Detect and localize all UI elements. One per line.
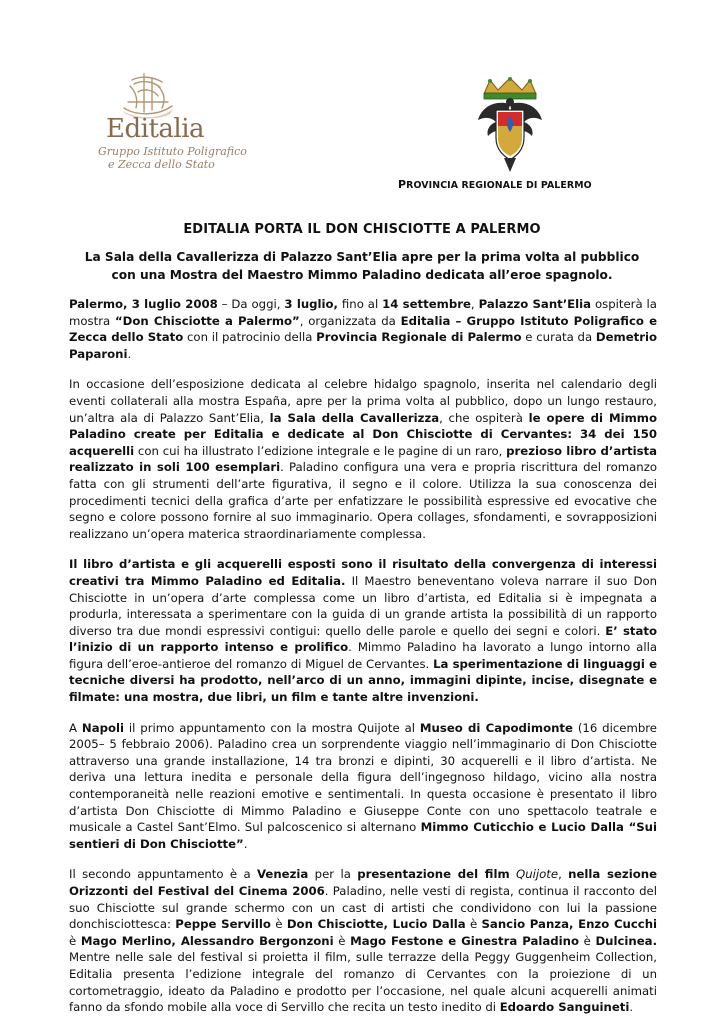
bold-run: le opere di Mimmo Paladino create per Editalia e dedicate al Don Chisciotte di Cervantes: 34 dei 150 acquerelli (69, 410, 657, 458)
editalia-subtitle-line2: e Zecca dello Stato (108, 158, 215, 171)
coat-of-arms-icon (476, 76, 544, 174)
text-run: Il secondo appuntamento è a (69, 867, 258, 882)
bold-run: Museo di Capodimonte (419, 720, 573, 735)
subtitle-line-1: La Sala della Cavallerizza di Palazzo Sant’Elia apre per la prima volta al pubblico (84, 250, 640, 264)
editalia-logo (98, 72, 247, 171)
bold-run: Palermo, 3 luglio 2008 (69, 297, 218, 311)
text-run: – Da oggi, (217, 297, 285, 311)
text-run: e curata da (521, 330, 596, 345)
provincia-label-rest: ROVINCIA REGIONALE DI PALERMO (406, 180, 592, 191)
editalia-brand: Editalia (106, 114, 205, 144)
document-subtitle (60, 249, 664, 284)
text-run: (16 dicembre 2005– 5 febbraio 2006). Paladino crea un sorprendente viaggio nell’immaginario di Don Chisciotte attraverso una grande installazione, 14 tra bronzi e dipinti, 30 acquerelli e il libro d’artista. Ne deriva una lettura inedita e personale della figura dell’ingegnoso hildago, vicino alla nostra contemporaneità nelle reazioni emotive e sentimentali. In questa occasione è presentato il libro d’artista Don Chisciotte di Mimmo Paladino e Giuseppe Conte con uno spettacolo teatrale e musicale a Castel Sant’Elmo. Sul palcoscenico si alternano (69, 720, 658, 835)
bold-run: Il libro d’artista e gli acquerelli esposti sono il risultato della convergenza di interessi creativi tra Mimmo Paladino ed Editalia. (69, 557, 657, 588)
bold-run: Edoardo Sanguineti (499, 1000, 630, 1015)
text-run: . Paladino configura una vera e propria riscrittura del romanzo fatta con gli strumenti dell’arte figurativa, il segno e il colore. Utilizza la sua conoscenza dei procedimenti tecnici della grafica d’arte per enfatizzare le possibilità espressive ed evocative che segno e colore possono fornire al suo immaginario. Opera collages, sfondamenti, e sovrapposizioni realizzano un’opera materica straordinariamente complessa. (69, 460, 657, 541)
text-run: , organizzata da (299, 313, 401, 328)
text-run: è (578, 933, 596, 948)
text-run: , (470, 297, 479, 311)
ship-icon (118, 72, 178, 120)
text-run: con cui ha illustrato l’edizione integrale e le pagine di un raro, (134, 443, 507, 458)
text-run: In occasione dell’esposizione dedicata al celebre hidalgo spagnolo, inserita nel calendario degli eventi collaterali alla mostra España, apre per la prima volta al pubblico, dopo un lungo restauro, un’altra ala di Palazzo Sant’Elia, (69, 377, 657, 425)
bold-run: nella sezione Orizzonti del Festival del Cinema 2006 (69, 867, 657, 898)
bold-run: Mago Festone e Ginestra Paladino (350, 933, 579, 948)
subtitle-line-2: con una Mostra del Maestro Mimmo Paladino dedicata all’eroe spagnolo. (111, 267, 613, 282)
text-run: è (333, 933, 351, 948)
bold-run: Mimmo Cuticchio e Lucio Dalla “Sui sentieri di Don Chisciotte” (69, 820, 657, 851)
text-run: il primo appuntamento con la mostra Quijote al (123, 720, 420, 735)
text-run: Mentre nelle sale del festival si proietta il film, sulle terrazze della Peggy Guggenheim Collection, Editalia presenta l’edizione integrale del romanzo di Cervantes con la proiezione di un cortometraggio, ideato da Paladino e prodotto per l’occasione, nel quale alcuni acquerelli animati fanno da sfondo mobile alla voce di Servillo che recita un testo inedito di (69, 950, 657, 1015)
text-run: . (127, 346, 132, 361)
text-run: . Paladino, nelle vesti di regista, continua il racconto del suo Chisciotte sul grande schermo con un cast di artisti che condividono con lui la passione donchisciottesca: (69, 884, 657, 932)
paragraph (69, 376, 657, 542)
bold-run: 14 settembre (382, 297, 471, 311)
text-run: A (69, 720, 82, 735)
bold-run: Sancio Panza, Enzo Cucchi (481, 917, 658, 932)
paragraph (69, 866, 657, 1015)
text-run: , (558, 867, 569, 882)
document-body (69, 296, 657, 1030)
text-run: fino al (338, 297, 383, 311)
bold-run: Mago Merlino, Alessandro Bergonzoni (80, 933, 334, 948)
bold-run: Peppe Servillo (175, 917, 271, 932)
italic-run: Quijote (516, 867, 559, 882)
text-run: per la (308, 867, 358, 882)
bold-run: prezioso libro d’artista realizzato in soli 100 esemplari (69, 443, 658, 475)
paragraph (69, 296, 657, 362)
bold-run: Provincia Regionale di Palermo (316, 330, 522, 345)
provincia-label (398, 178, 592, 191)
text-run: . (629, 1000, 634, 1015)
text-run: . (243, 836, 248, 851)
text-run: . Mimmo Paladino ha lavorato a lungo intorno alla figura dell’eroe-antieroe del romanzo di Miguel de Cervantes. (69, 640, 657, 671)
text-run: Il Maestro beneventano voleva narrare il suo Don Chisciotte in un’opera d’arte complessa come un libro d’artista, ed Editalia si è impegnata a produrla, interessata a sperimentare con la guida di un grande artista la possibilità di un rapporto diverso tra due mondi espressivi contigui: quello delle parole e quello dei segni e colori. (69, 573, 658, 638)
bold-run: Editalia – Gruppo Istituto Poligrafico e Zecca dello Stato (69, 313, 658, 345)
bold-run: Demetrio Paparoni (69, 330, 658, 361)
text-run: ospiterà la mostra (69, 297, 657, 328)
paragraph (69, 720, 657, 853)
bold-run: Dulcinea. (595, 933, 658, 948)
text-run: è (69, 933, 81, 948)
paragraph (69, 556, 657, 705)
bold-run: la Sala della Cavallerizza (269, 410, 440, 425)
text-run: è (270, 917, 287, 932)
provincia-label-initial: P (398, 178, 407, 191)
bold-run: E’ stato l’inizio di un rapporto intenso e prolifico (69, 623, 657, 655)
bold-run: Napoli (81, 720, 124, 735)
bold-run: 3 luglio, (284, 297, 338, 311)
text-run: è (465, 917, 482, 932)
document-title: EDITALIA PORTA IL DON CHISCIOTTE A PALERMO (183, 222, 541, 237)
bold-run: “Don Chisciotte a Palermo” (114, 313, 300, 328)
provincia-emblem (476, 76, 544, 174)
bold-run: Palazzo Sant’Elia (478, 297, 592, 311)
bold-run: Don Chisciotte, Lucio Dalla (286, 917, 466, 932)
bold-run: La sperimentazione di linguaggi e tecniche diversi ha prodotto, nell’arco di un anno, immagini dipinte, incise, disegnate e filmate: una mostra, due libri, un film e tante altre invenzioni. (69, 656, 657, 705)
text-run: , che ospiterà (439, 410, 529, 425)
text-run: con il patrocinio della (183, 330, 317, 345)
editalia-subtitle-line1: Gruppo Istituto Poligrafico (98, 145, 247, 158)
bold-run: presentazione del film (357, 867, 510, 882)
bold-run: Venezia (257, 867, 309, 882)
